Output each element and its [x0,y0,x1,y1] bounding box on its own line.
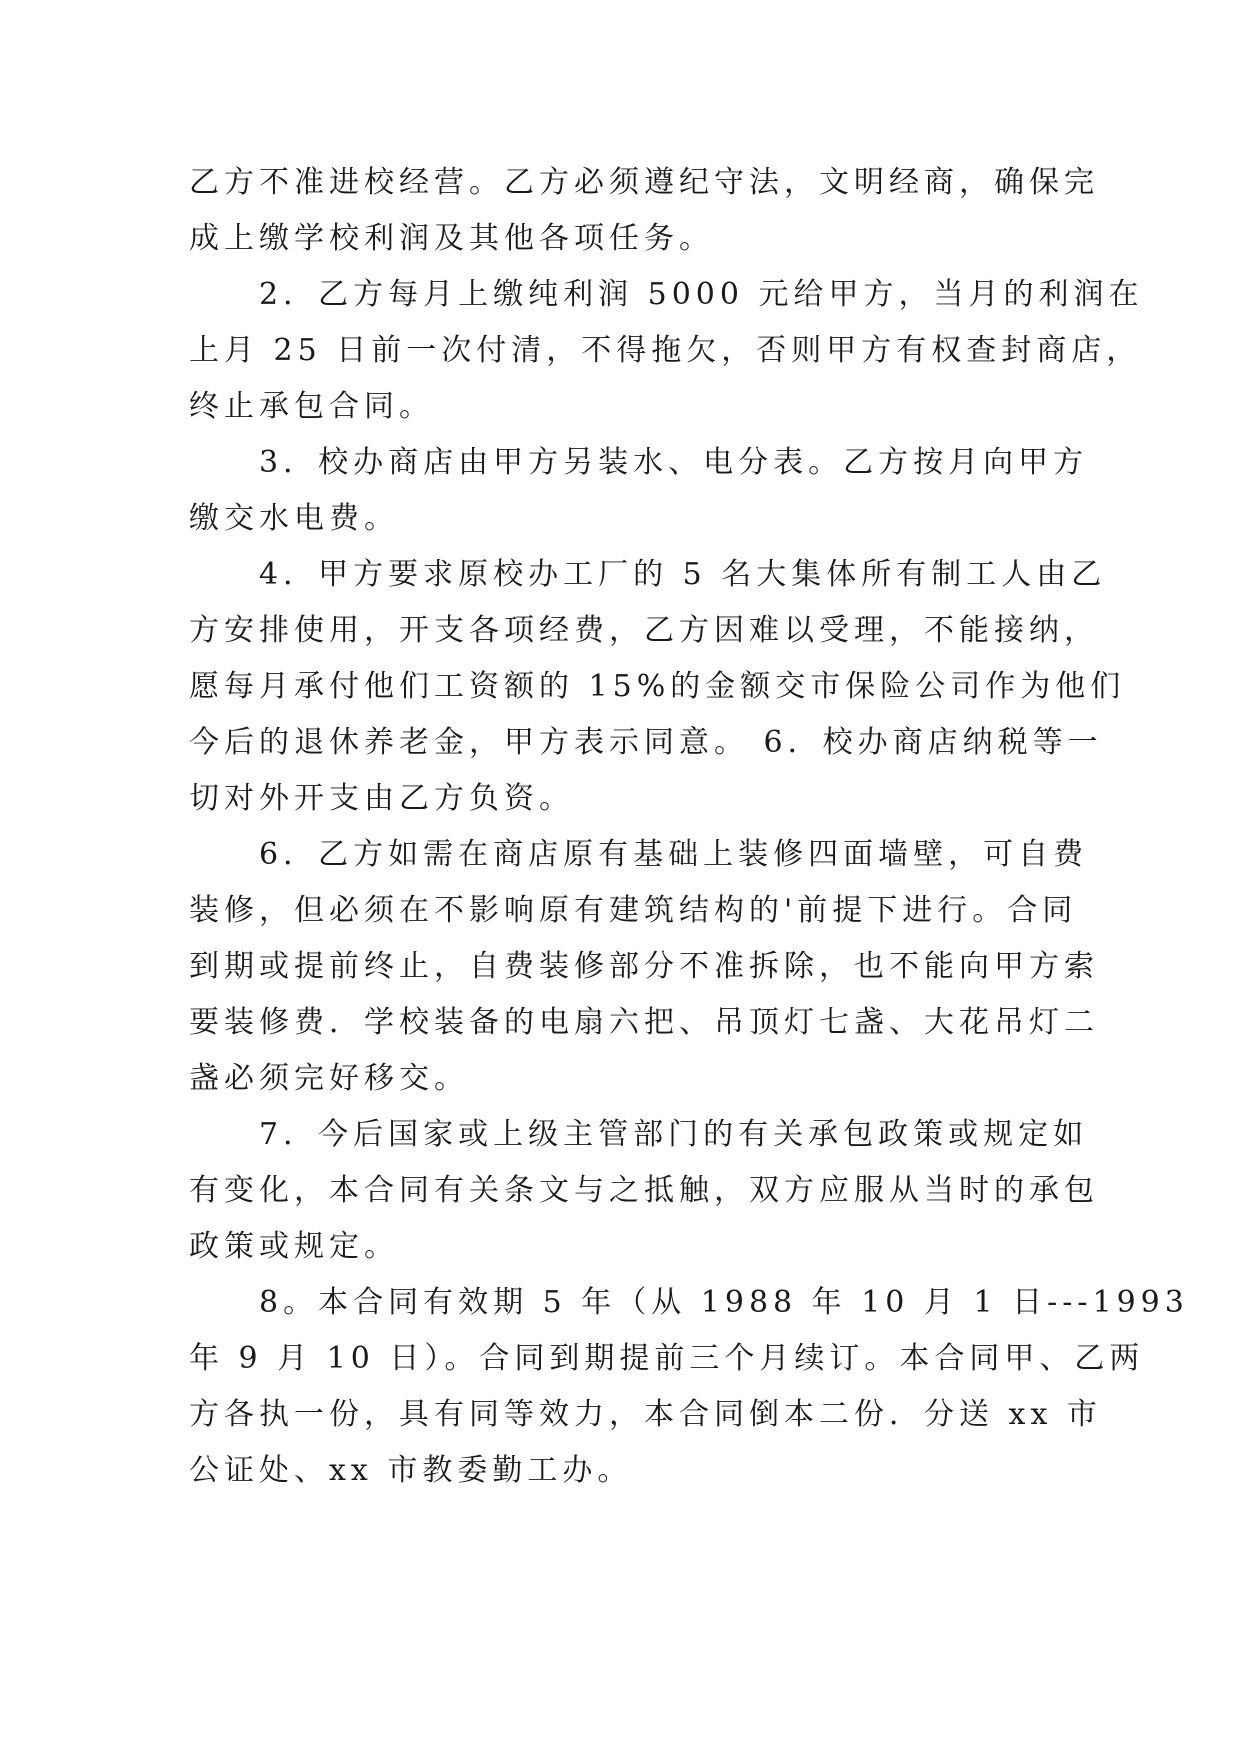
text-line: 公证处、xx 市教委勤工办。 [189,1453,633,1488]
text-line: 2．乙方每月上缴纯利润 5000 元给甲方，当月的利润在 [189,277,1144,312]
text-line: 装修，但必须在不影响原有建筑结构的'前提下进行。合同 [189,893,1078,928]
paragraph-continuation [189,155,1099,267]
text-line: 3．校办商店由甲方另装水、电分表。乙方按月向甲方 [189,445,1089,480]
paragraph-clause-7 [189,1107,1099,1275]
text-line: 今后的退休养老金，甲方表示同意。 6．校办商店纳税等一 [189,725,1103,760]
text-line: 终止承包合同。 [189,389,434,424]
text-line: 成上缴学校利润及其他各项任务。 [189,221,714,256]
text-line: 愿每月承付他们工资额的 15%的金额交市保险公司作为他们 [189,669,1126,704]
text-line: 6．乙方如需在商店原有基础上装修四面墙壁，可自费 [189,837,1089,872]
text-line: 到期或提前终止，自费装修部分不准拆除，也不能向甲方索 [189,949,1099,984]
paragraph-clause-8 [189,1275,1189,1499]
paragraph-clause-6 [189,827,1099,1107]
text-line: 年 9 月 10 日）。合同到期提前三个月续订。本合同甲、乙两 [189,1341,1145,1376]
text-line: 乙方不准进校经营。乙方必须遵纪守法，文明经商，确保完 [189,165,1099,200]
paragraph-clause-4 [189,547,1126,827]
text-line: 盏必须完好移交。 [189,1061,469,1096]
document-body [189,155,1189,1499]
text-line: 政策或规定。 [189,1229,399,1264]
text-line: 8。本合同有效期 5 年（从 1988 年 10 月 1 日---1993 [189,1285,1189,1320]
text-line: 方安排使用，开支各项经费，乙方因难以受理，不能接纳， [189,613,1099,648]
text-line: 方各执一份，具有同等效力，本合同倒本二份．分送 xx 市 [189,1397,1102,1432]
paragraph-clause-3 [189,435,1089,547]
paragraph-clause-2 [189,267,1144,435]
text-line: 4．甲方要求原校办工厂的 5 名大集体所有制工人由乙 [189,557,1107,592]
text-line: 切对外开支由乙方负资。 [189,781,574,816]
text-line: 缴交水电费。 [189,501,399,536]
text-line: 有变化，本合同有关条文与之抵触，双方应服从当时的承包 [189,1173,1099,1208]
text-line: 要装修费．学校装备的电扇六把、吊顶灯七盏、大花吊灯二 [189,1005,1099,1040]
text-line: 上月 25 日前一次付清，不得拖欠，否则甲方有权查封商店， [189,333,1142,368]
text-line: 7．今后国家或上级主管部门的有关承包政策或规定如 [189,1117,1089,1152]
